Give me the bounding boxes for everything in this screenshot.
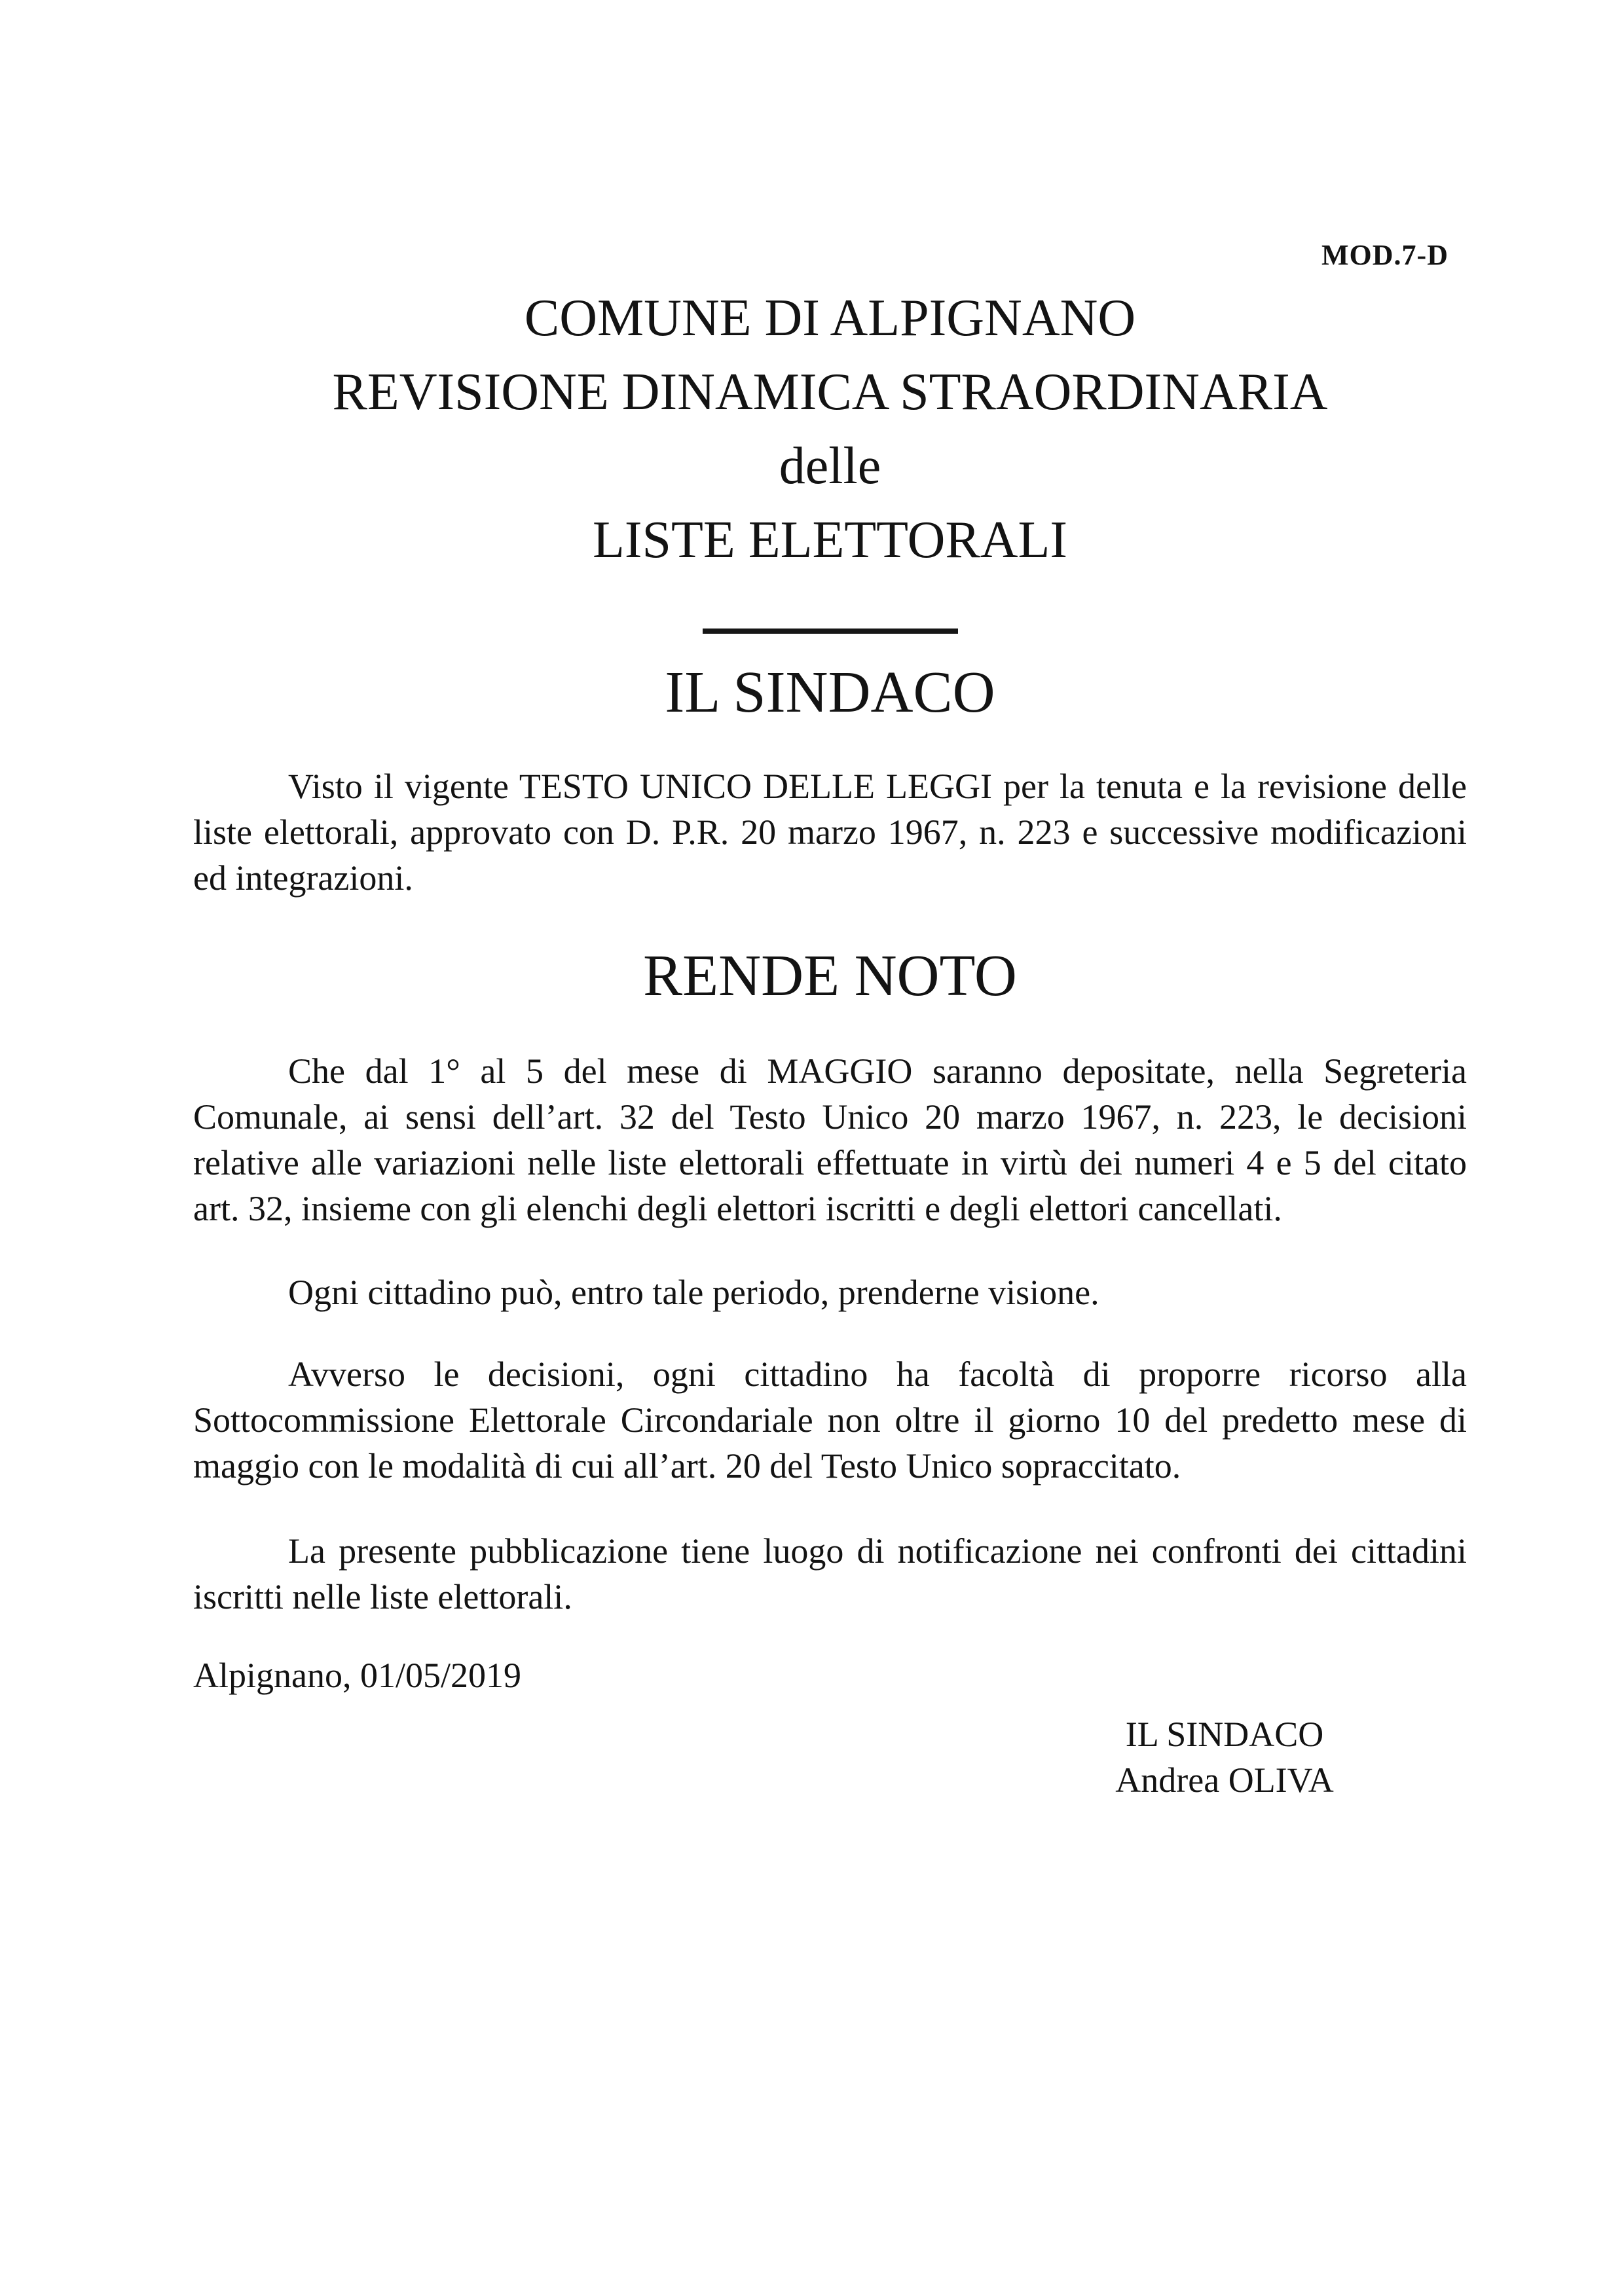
signature-block [995,1711,1454,1803]
heading-il-sindaco: IL SINDACO [665,660,995,725]
title-line-revisione: REVISIONE DINAMICA STRAORDINARIA [332,363,1328,421]
dateline: Alpignano, 01/05/2019 [193,1656,521,1695]
paragraph-che-dal: Che dal 1° al 5 del mese di MAGGIO saranno depositate, nella Segreteria Comunale, ai sensi dell’art. 32 del Testo Unico 20 marzo 1967, n. 223, le decisioni relative alle variazioni nelle liste elettorali effettuate in virtù dei numeri 4 e 5 del citato art. 32, insieme con gli elenchi degli elettori iscritti e degli elettori cancellati. [193,1051,1467,1228]
paragraph-avverso: Avverso le decisioni, ogni cittadino ha facoltà di proporre ricorso alla Sottocommissione Elettorale Circondariale non oltre il giorno 10 del predetto mese di maggio con le modalità di cui all’art. 20 del Testo Unico sopraccitato. [193,1355,1467,1485]
title-line-delle: delle [779,437,881,495]
signature-name: Andrea OLIVA [1115,1760,1334,1800]
document-title-block [193,282,1467,577]
title-line-liste-elettorali: LISTE ELETTORALI [592,511,1068,569]
paragraph-pubblicazione: La presente pubblicazione tiene luogo di notificazione nei confronti dei cittadini iscritti nelle liste elettorali. [193,1531,1467,1616]
form-model-reference: MOD.7-D [1321,239,1449,271]
heading-rende-noto: RENDE NOTO [643,943,1017,1008]
paragraph-visto: Visto il vigente TESTO UNICO DELLE LEGGI per la tenuta e la revisione delle liste elettorali, approvato con D. P.R. 20 marzo 1967, n. 223 e successive modificazioni ed integrazioni. [193,767,1467,898]
signature-role: IL SINDACO [1125,1715,1324,1754]
paragraph-ogni-cittadino: Ogni cittadino può, entro tale periodo, prenderne visione. [288,1273,1099,1312]
horizontal-divider [703,629,958,634]
title-line-comune: COMUNE DI ALPIGNANO [524,289,1136,347]
